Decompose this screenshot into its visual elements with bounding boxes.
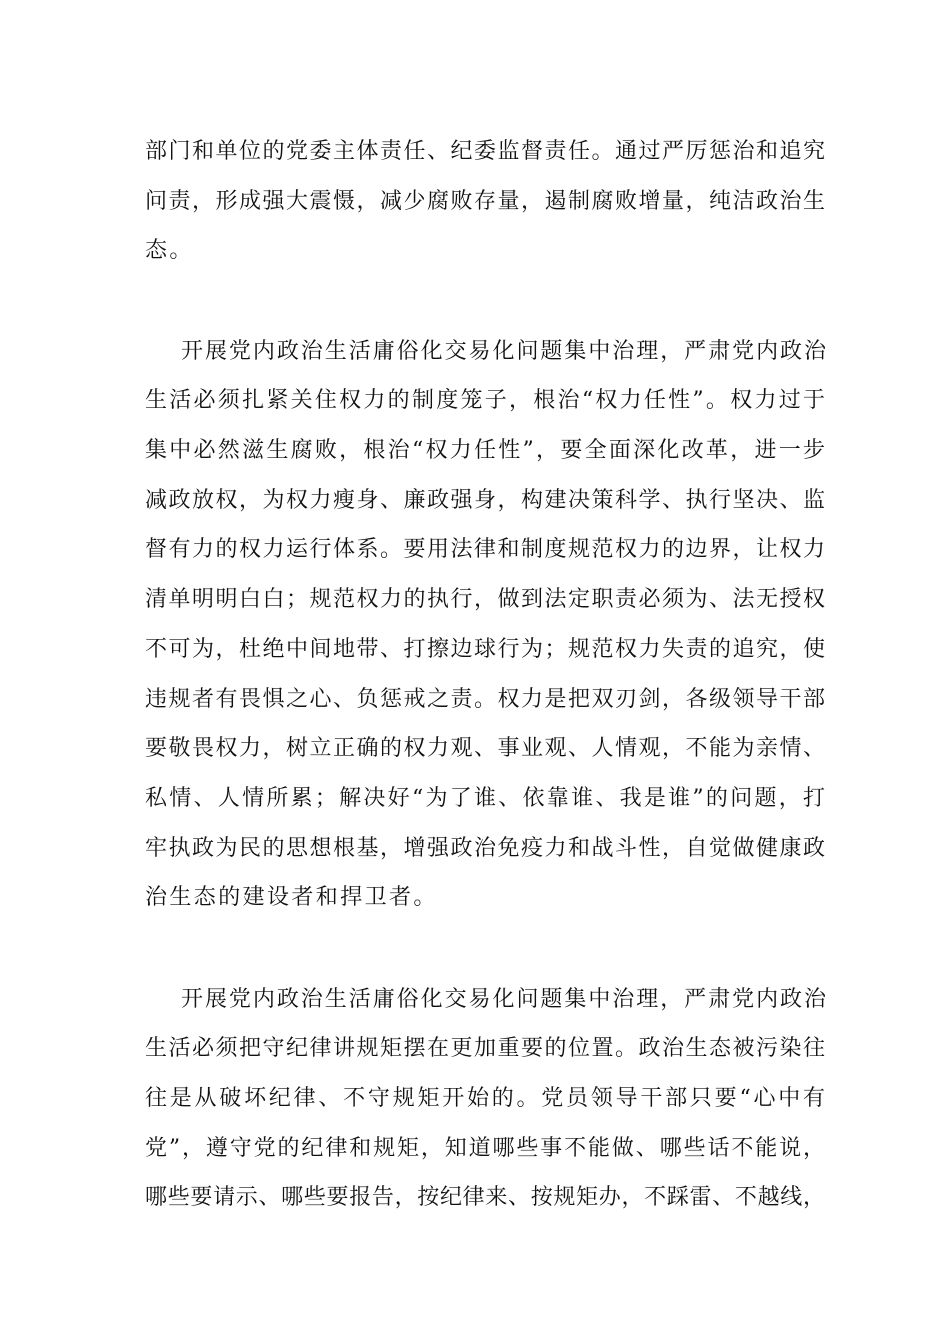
text-line: 党”，遵守党的纪律和规矩，知道哪些事不能做、哪些话不能说， <box>145 1136 825 1161</box>
text-line: 治生态的建设者和捍卫者。 <box>145 885 438 910</box>
text-line: 哪些要请示、哪些要报告，按纪律来、按规矩办，不踩雷、不越线， <box>145 1185 825 1210</box>
text-line: 问责，形成强大震慑，减少腐败存量，遏制腐败增量，纯洁政治生 <box>145 189 825 214</box>
text-line: 生活必须把守纪律讲规矩摆在更加重要的位置。政治生态被污染往 <box>145 1036 825 1061</box>
text-line: 牢执政为民的思想根基，增强政治免疫力和战斗性，自觉做健康政 <box>145 836 825 861</box>
text-line: 开展党内政治生活庸俗化交易化问题集中治理，严肃党内政治 <box>181 987 826 1012</box>
text-line: 要敬畏权力，树立正确的权力观、事业观、人情观，不能为亲情、 <box>145 736 825 761</box>
text-line: 开展党内政治生活庸俗化交易化问题集中治理，严肃党内政治 <box>181 339 826 364</box>
text-line: 不可为，杜绝中间地带、打擦边球行为；规范权力失责的追究，使 <box>145 637 825 662</box>
text-line: 减政放权，为权力瘦身、廉政强身，构建决策科学、执行坚决、监 <box>145 488 825 513</box>
text-line: 生活必须扎紧关住权力的制度笼子，根治“权力任性”。权力过于 <box>145 388 825 413</box>
text-line: 督有力的权力运行体系。要用法律和制度规范权力的边界，让权力 <box>145 537 825 562</box>
text-line: 清单明明白白；规范权力的执行，做到法定职责必须为、法无授权 <box>145 587 825 612</box>
text-line: 集中必然滋生腐败，根治“权力任性”，要全面深化改革，进一步 <box>145 438 825 463</box>
text-line: 往是从破坏纪律、不守规矩开始的。党员领导干部只要“心中有 <box>145 1086 825 1111</box>
text-line: 态。 <box>145 238 194 263</box>
text-line: 部门和单位的党委主体责任、纪委监督责任。通过严厉惩治和追究 <box>145 139 825 164</box>
text-line: 私情、人情所累；解决好“为了谁、依靠谁、我是谁”的问题，打 <box>145 786 825 811</box>
text-line: 违规者有畏惧之心、负惩戒之责。权力是把双刃剑，各级领导干部 <box>145 687 825 712</box>
